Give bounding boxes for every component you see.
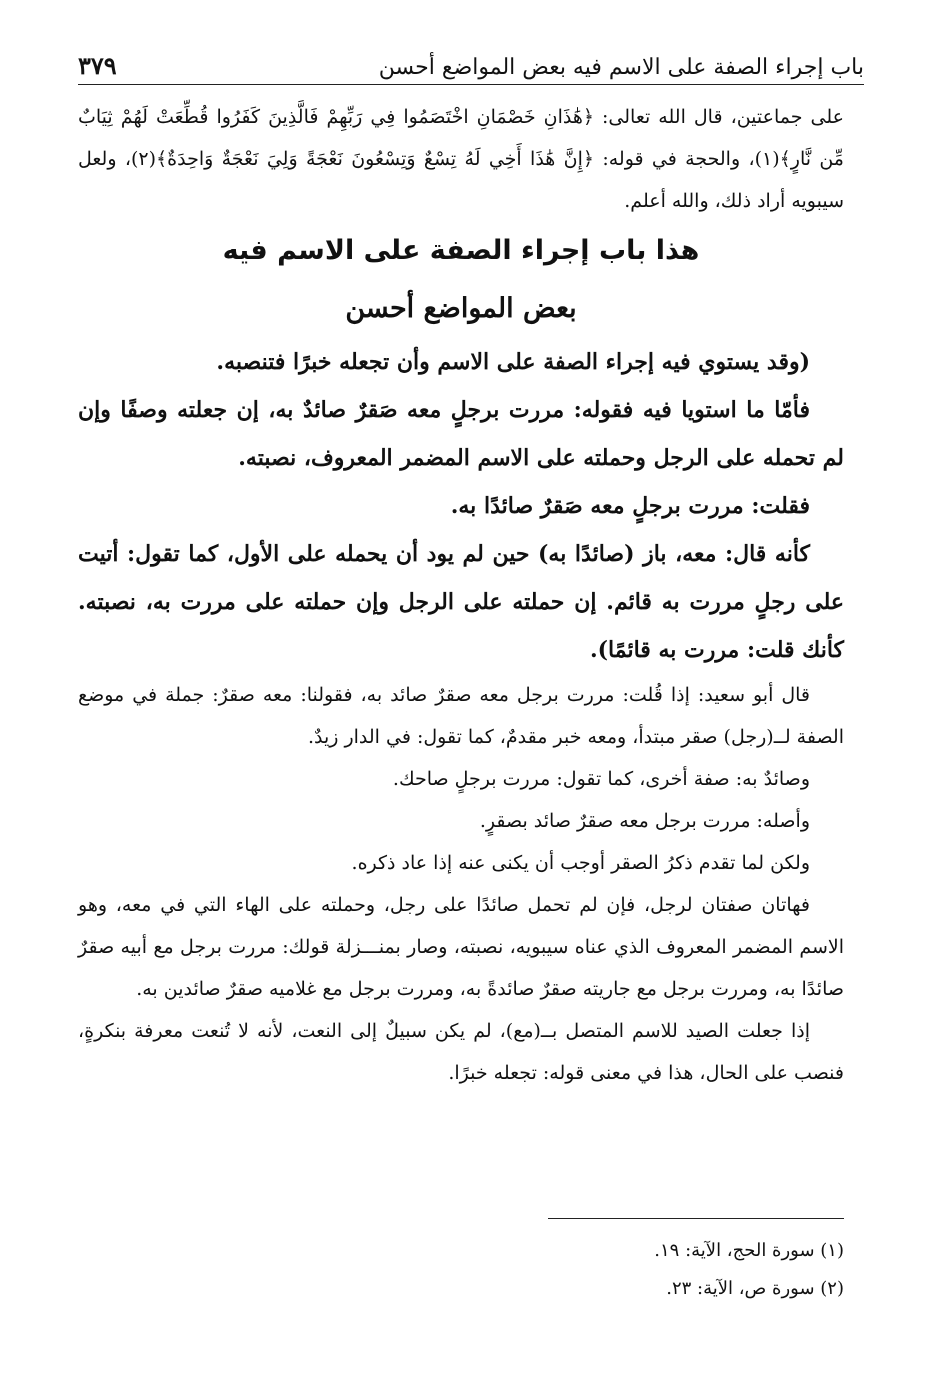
commentary-paragraph: قال أبو سعيد: إذا قُلت: مررت برجل معه صقرٌ صائد به، فقولنا: معه صقرٌ: جملة في موضع الصفة لــ(رجل) صقر مبتدأ، ومعه خبر مقدمٌ، كما تقول: في الدار زيدٌ.	[78, 684, 844, 748]
page-number: ٣٧٩	[78, 51, 117, 80]
footnotes	[78, 1232, 844, 1308]
commentary-paragraph: ولكن لما تقدم ذكرُ الصقر أوجب أن يكنى عنه إذا عاد ذكره.	[351, 852, 810, 874]
running-head	[78, 36, 864, 85]
commentary-paragraph: وأصله: مررت برجل معه صقرٌ صائد بصقرٍ.	[479, 810, 810, 832]
footnote-divider	[548, 1218, 844, 1219]
intro-paragraph: على جماعتين، قال الله تعالى: ﴿هَٰذَانِ خَصْمَانِ اخْتَصَمُوا فِي رَبِّهِمْ فَالَّذِينَ كَفَرُوا قُطِّعَتْ لَهُمْ ثِيَابٌ مِّن نَّارٍ﴾(١)، والحجة في قوله: ﴿إِنَّ هَٰذَا أَخِي لَهُ تِسْعٌ وَتِسْعُونَ نَعْجَةً وَلِيَ نَعْجَةٌ وَاحِدَةٌ﴾(٢)، ولعل سيبويه أراد ذلك، والله أعلم.	[78, 106, 844, 212]
commentary-paragraph: فهاتان صفتان لرجل، فإن لم تحمل صائدًا على رجل، وحملته على الهاء التي في معه، وهو الاسم المضمر المعروف الذي عناه سيبويه، نصبته، وصار بمنـــزلة قولك: مررت برجل مع أبيه صقرٌ صائدًا به، ومررت برجل مع جاريته صقرٌ صائدةً به، ومررت برجل مع غلاميه صقرٌ صائدين به.	[78, 894, 844, 1000]
sibawayh-text-paragraph: كأنه قال: معه، باز (صائدًا به) حين لم يود أن يحمله على الأول، كما تقول: أتيت على رجلٍ مررت به قائم. إن حملته على الرجل وإن حملته على مررت به، نصبته. كأنك قلت: مررت به قائمًا).	[78, 541, 844, 663]
commentary-paragraph: وصائدٌ به: صفة أخرى، كما تقول: مررت برجلٍ صاحك.	[392, 768, 810, 790]
sibawayh-text-paragraph: فأمّا ما استويا فيه فقوله: مررت برجلٍ معه صَقرٌ صائدٌ به، إن جعلته وصفًا وإن لم تحمله على الرجل وحملته على الاسم المضمر المعروف، نصبته.	[78, 397, 844, 471]
chapter-heading-line-1: هذا باب إجراء الصفة على الاسم فيه	[222, 235, 700, 266]
running-head-title: باب إجراء الصفة على الاسم فيه بعض المواضع أحسن	[378, 55, 864, 80]
commentary-paragraph: إذا جعلت الصيد للاسم المتصل بــ(مع)، لم يكن سبيلٌ إلى النعت، لأنه لا تُنعت معرفة بنكرةٍ، فنصب على الحال، هذا في معنى قوله: تجعله خبرًا.	[78, 1020, 844, 1084]
page-body	[78, 96, 844, 1094]
sibawayh-text-paragraph: (وقد يستوي فيه إجراء الصفة على الاسم وأن تجعله خبرًا فتنصبه.	[216, 349, 810, 375]
sibawayh-text-paragraph: فقلت: مررت برجلٍ معه صَقرٌ صائدًا به.	[450, 493, 810, 519]
footnote: (١) سورة الحج، الآية: ١٩.	[654, 1240, 844, 1261]
chapter-heading-line-2: بعض المواضع أحسن	[345, 293, 577, 324]
footnote: (٢) سورة ص، الآية: ٢٣.	[666, 1278, 844, 1299]
